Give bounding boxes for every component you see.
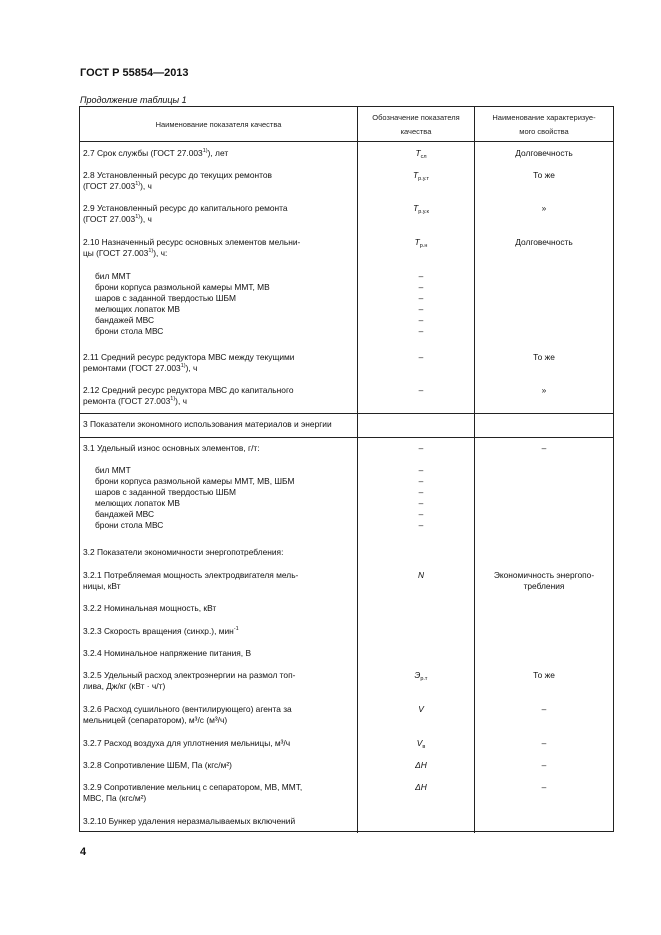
row-3-2-name: 3.2 Показатели экономичности энергопотребления:: [83, 547, 284, 557]
list-item: бандажей МВС: [95, 315, 155, 325]
page-number: 4: [80, 846, 87, 858]
row-3-2-8-symbol: ΔH: [415, 760, 427, 770]
row-2-11-property: То же: [533, 352, 555, 362]
list-item: шаров с заданной твердостью ШБМ: [95, 487, 236, 497]
header-property-line2: мого свойства: [519, 127, 569, 136]
row-3-2-3-name: 3.2.3 Скорость вращения (синхр.), мин$^{-1}$: [83, 626, 239, 636]
row-2-7-symbol: $T_{сл}$: [415, 148, 427, 160]
row-2-11-symbol: –: [418, 352, 424, 362]
row-3-2-10-name: 3.2.10 Бункер удаления неразмалываемых включений: [83, 816, 296, 826]
row-2-9-symbol: $T_{р.у.к}$: [413, 203, 429, 215]
list-item: бил ММТ: [95, 465, 131, 475]
row-3-2-6-symbol: V: [418, 704, 424, 714]
row-3-2-1-property: Экономичность энергопо- требления: [493, 570, 595, 591]
row-2-8-name: 2.8 Установленный ресурс до текущих ремонтов (ГОСТ 27.003$^{1)}$), ч: [83, 170, 272, 191]
row-2-10-property: Долговечность: [515, 237, 573, 247]
table-caption: Продолжение таблицы 1: [80, 95, 187, 105]
row-3-1-property: –: [541, 443, 547, 453]
row-2-10-name: 2.10 Назначенный ресурс основных элементов мельни- цы (ГОСТ 27.003$^{1)}$), ч:: [83, 237, 301, 258]
list-item: брони корпуса размольной камеры ММТ, МВ: [95, 282, 270, 292]
section-3-heading: 3 Показатели экономного использования материалов и энергии: [83, 419, 332, 429]
row-3-1-name: 3.1 Удельный износ основных элементов, г/т:: [83, 443, 260, 453]
row-3-2-1-symbol: N: [417, 570, 425, 580]
header-indicator-name: Наименование показателя качества: [155, 120, 282, 129]
row-3-2-6-name: 3.2.6 Расход сушильного (вентилирующего) агента за мельницей (сепаратором), м³/с (м³/ч): [83, 704, 292, 725]
row-3-2-5-name: 3.2.5 Удельный расход электроэнергии на размол топ- лива, Дж/кг (кВт · ч/т): [83, 670, 296, 691]
list-item: брони стола МВС: [95, 520, 164, 530]
row-3-2-9-name: 3.2.9 Сопротивление мельниц с сепаратором, МВ, ММТ, МВС, Па (кгс/м²): [83, 782, 303, 803]
header-designation-line1: Обозначение показателя: [372, 113, 460, 122]
section-rule: [80, 437, 613, 438]
row-3-2-8-property: –: [541, 760, 547, 770]
row-2-12-name: 2.12 Средний ресурс редуктора МВС до капитального ремонта (ГОСТ 27.003$^{1)}$), ч: [83, 385, 294, 406]
header-designation: [358, 111, 474, 139]
row-2-10-symbol: $T_{р.н}$: [414, 237, 428, 249]
section-rule: [80, 413, 613, 414]
list-item: мелющих лопаток МВ: [95, 498, 180, 508]
list-item: мелющих лопаток МВ: [95, 304, 180, 314]
quality-indicators-table: [79, 106, 614, 832]
row-3-2-9-property: –: [541, 782, 547, 792]
list-item: бандажей МВС: [95, 509, 155, 519]
row-2-9-name: 2.9 Установленный ресурс до капитального ремонта (ГОСТ 27.003$^{1)}$), ч: [83, 203, 288, 224]
header-property: [475, 111, 613, 139]
row-2-9-property: »: [541, 203, 547, 213]
row-3-1-symbol: –: [418, 443, 424, 453]
row-3-2-5-symbol: $Э_{р.т}$: [414, 670, 428, 682]
row-3-2-8-name: 3.2.8 Сопротивление ШБМ, Па (кгс/м²): [83, 760, 232, 770]
row-2-11-name: 2.11 Средний ресурс редуктора МВС между текущими ремонтами (ГОСТ 27.003$^{1)}$), ч: [83, 352, 295, 373]
row-3-1-elements-dashes: – – – – – –: [418, 465, 424, 530]
row-3-2-7-symbol: $V_в$: [416, 738, 426, 750]
header-rule: [80, 141, 613, 142]
row-3-1-elements-list: [83, 465, 367, 531]
row-3-2-4-name: 3.2.4 Номинальное напряжение питания, В: [83, 648, 252, 658]
row-3-2-6-property: –: [541, 704, 547, 714]
row-2-12-symbol: –: [418, 385, 424, 395]
row-2-10-elements-dashes: – – – – – –: [418, 271, 424, 336]
row-2-8-symbol: $T_{р.у.т}$: [413, 170, 429, 182]
row-3-2-1-name: 3.2.1 Потребляемая мощность электродвигателя мель- ницы, кВт: [83, 570, 299, 591]
row-2-12-property: »: [541, 385, 547, 395]
row-2-10-elements-list: [83, 271, 367, 337]
list-item: шаров с заданной твердостью ШБМ: [95, 293, 236, 303]
row-3-2-7-name: 3.2.7 Расход воздуха для уплотнения мельницы, м³/ч: [83, 738, 291, 748]
row-3-2-9-symbol: ΔH: [415, 782, 427, 792]
row-2-7-property: Долговечность: [515, 148, 573, 158]
row-3-2-7-property: –: [541, 738, 547, 748]
row-3-2-5-property: То же: [533, 670, 555, 680]
document-title: ГОСТ Р 55854—2013: [80, 67, 189, 79]
list-item: бил ММТ: [95, 271, 131, 281]
header-property-line1: Наименование характеризуе-: [492, 113, 596, 122]
list-item: брони стола МВС: [95, 326, 164, 336]
row-3-2-2-name: 3.2.2 Номинальная мощность, кВт: [83, 603, 217, 613]
row-2-7-name: 2.7 Срок службы (ГОСТ 27.003$^{1)}$), лет: [83, 148, 229, 158]
list-item: брони корпуса размольной камеры ММТ, МВ, ШБМ: [95, 476, 295, 486]
header-designation-line2: качества: [400, 127, 432, 136]
row-2-8-property: То же: [533, 170, 555, 180]
